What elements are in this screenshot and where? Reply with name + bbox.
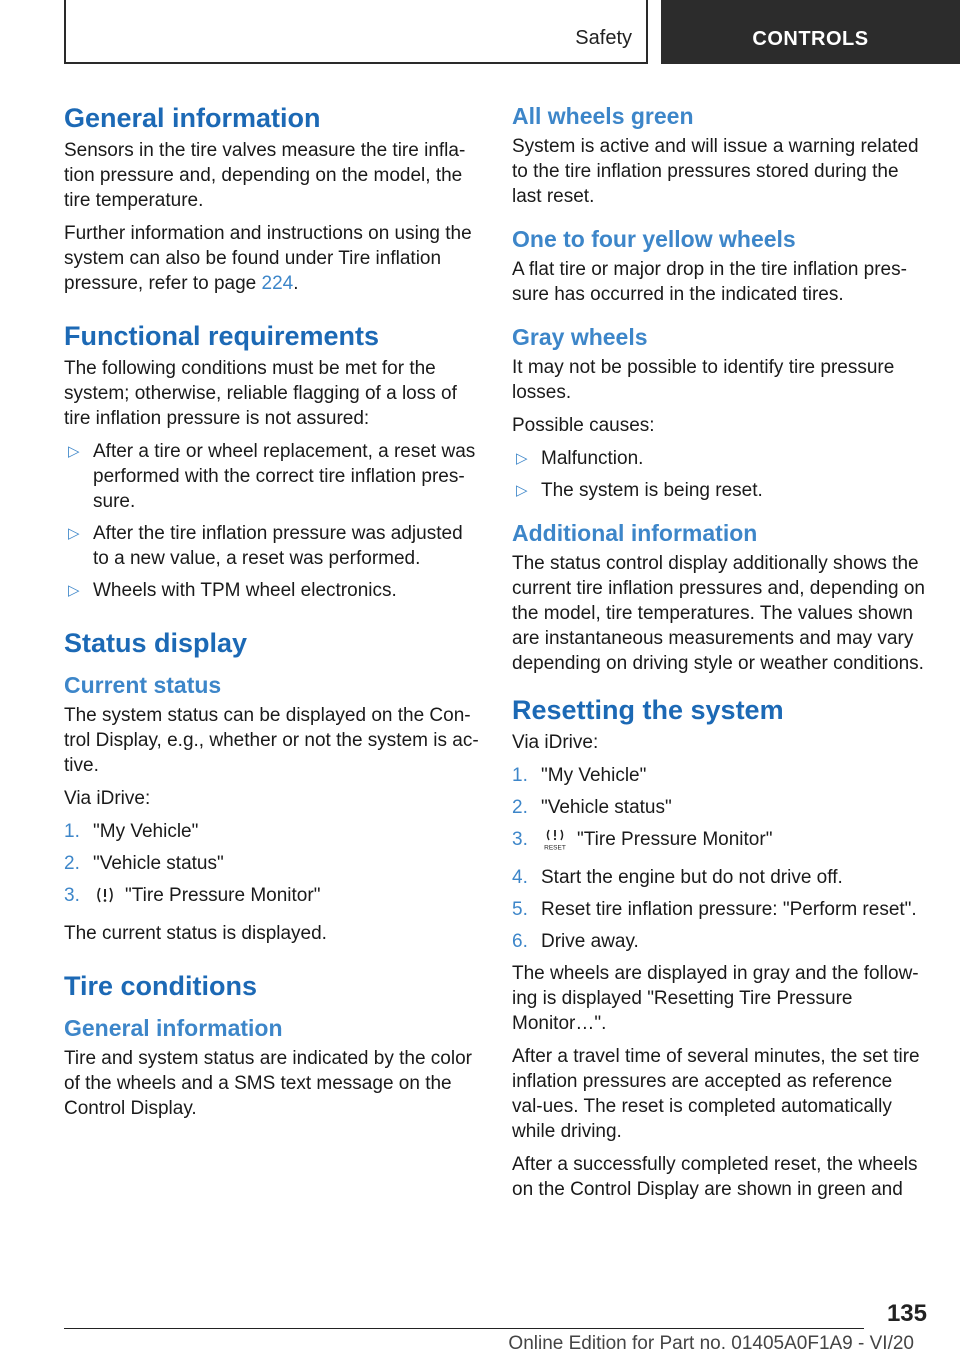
step-text: "Vehicle status" [93, 853, 224, 874]
requirements-list [64, 439, 480, 603]
footer-divider [64, 1328, 864, 1329]
step-number: 1. [64, 821, 80, 842]
paragraph-with-link [64, 221, 480, 296]
paragraph: The current status is displayed. [64, 923, 327, 944]
causes-list [512, 446, 928, 503]
step-item [64, 851, 480, 876]
paragraph: Possible causes: [512, 415, 655, 436]
section-title: Safety [575, 27, 632, 49]
paragraph: The wheels are displayed in gray and the follow-ing is displayed "Resetting Tire Pressure Monitor…". [512, 963, 919, 1034]
triangle-bullet-icon: ▷ [68, 443, 80, 460]
paragraph: After a successfully completed reset, the wheels on the Control Display are shown in green and [512, 1154, 918, 1200]
tire-warning-icon [93, 883, 117, 914]
heading-resetting-system: Resetting the system [512, 695, 784, 725]
step-text: Start the engine but do not drive off. [541, 867, 843, 888]
step-text: "My Vehicle" [541, 765, 647, 786]
paragraph: Sensors in the tire valves measure the tire infla-tion pressure and, depending on the model, the tire temperature. [64, 140, 466, 211]
step-item [512, 929, 928, 954]
paragraph: Tire and system status are indicated by the color of the wheels and a SMS text message on the Control Display. [64, 1048, 472, 1119]
step-text: Reset tire inflation pressure: "Perform reset". [541, 899, 917, 920]
reset-icon-label: RESET [544, 844, 566, 851]
page-header [0, 0, 960, 66]
step-number: 2. [512, 797, 528, 818]
heading-additional-information: Additional information [512, 520, 758, 546]
step-number: 5. [512, 899, 528, 920]
paragraph: The status control display additionally shows the current tire inflation pressures and, depending on the model, tire temperatures. The values shown are instantaneous measurements and may vary depending on driving style or weather conditions. [512, 553, 925, 674]
text: . [293, 273, 299, 294]
left-column [64, 100, 480, 1129]
heading-all-wheels-green: All wheels green [512, 103, 694, 129]
list-item [64, 578, 480, 603]
step-item [512, 763, 928, 788]
triangle-bullet-icon: ▷ [516, 450, 528, 467]
paragraph: The following conditions must be met for the system; otherwise, reliable flagging of a loss of tire inflation pressure is not assured: [64, 358, 457, 429]
paragraph: System is active and will issue a warning related to the tire inflation pressures stored during the last reset. [512, 136, 919, 207]
footer-edition: Online Edition for Part no. 01405A0F1A9 - VI/20 [508, 1333, 914, 1354]
triangle-bullet-icon: ▷ [68, 582, 80, 599]
step-item [512, 865, 928, 890]
list-item [512, 446, 928, 471]
page-number: 135 [886, 1300, 927, 1327]
heading-general-information-2: General information [64, 1015, 283, 1041]
step-text: "My Vehicle" [93, 821, 199, 842]
step-number: 2. [64, 853, 80, 874]
right-column [512, 100, 928, 1210]
section-tab [64, 0, 648, 64]
step-item [64, 819, 480, 844]
list-item-text: After the tire inflation pressure was adjusted to a new value, a reset was performed. [93, 523, 463, 569]
step-number: 1. [512, 765, 528, 786]
heading-current-status: Current status [64, 672, 222, 698]
paragraph: After a travel time of several minutes, the set tire inflation pressures are accepted as reference val-ues. The reset is completed automatically while driving. [512, 1046, 920, 1142]
list-item-text: Malfunction. [541, 448, 644, 469]
heading-status-display: Status display [64, 628, 248, 658]
list-item-text: Wheels with TPM wheel electronics. [93, 580, 397, 601]
list-item-text: After a tire or wheel replacement, a reset was performed with the correct tire inflation pres-sure. [93, 441, 476, 512]
triangle-bullet-icon: ▷ [68, 525, 80, 542]
step-text: "Tire Pressure Monitor" [125, 885, 321, 906]
page-link[interactable]: 224 [261, 273, 294, 294]
chapter-title: CONTROLS [752, 28, 869, 50]
step-item [512, 827, 928, 858]
step-item [64, 883, 480, 914]
list-item-text: The system is being reset. [541, 480, 763, 501]
step-number: 6. [512, 931, 528, 952]
step-item [512, 795, 928, 820]
step-number: 3. [64, 885, 80, 906]
step-number: 4. [512, 867, 528, 888]
paragraph: Via iDrive: [64, 788, 151, 809]
list-item [64, 521, 480, 571]
text: Further information and instructions on using the system can also be found under Tire inflation pressure, refer to page [64, 223, 472, 294]
chapter-tab [661, 0, 960, 64]
step-text: "Vehicle status" [541, 797, 672, 818]
step-text: "Tire Pressure Monitor" [577, 829, 773, 850]
step-item [512, 897, 928, 922]
heading-general-information: General information [64, 103, 321, 133]
heading-gray-wheels: Gray wheels [512, 324, 648, 350]
paragraph: The system status can be displayed on the Con-trol Display, e.g., whether or not the system is ac-tive. [64, 705, 479, 776]
step-number: 3. [512, 829, 528, 850]
paragraph: A flat tire or major drop in the tire inflation pres-sure has occurred in the indicated tires. [512, 259, 907, 305]
paragraph: Via iDrive: [512, 732, 599, 753]
paragraph: It may not be possible to identify tire pressure losses. [512, 357, 895, 403]
heading-tire-conditions: Tire conditions [64, 971, 258, 1001]
tire-reset-icon [541, 827, 569, 858]
steps-list [64, 819, 480, 914]
list-item [512, 478, 928, 503]
triangle-bullet-icon: ▷ [516, 482, 528, 499]
heading-yellow-wheels: One to four yellow wheels [512, 226, 796, 252]
step-text: Drive away. [541, 931, 639, 952]
list-item [64, 439, 480, 514]
reset-steps-list [512, 763, 928, 954]
heading-functional-requirements: Functional requirements [64, 321, 380, 351]
